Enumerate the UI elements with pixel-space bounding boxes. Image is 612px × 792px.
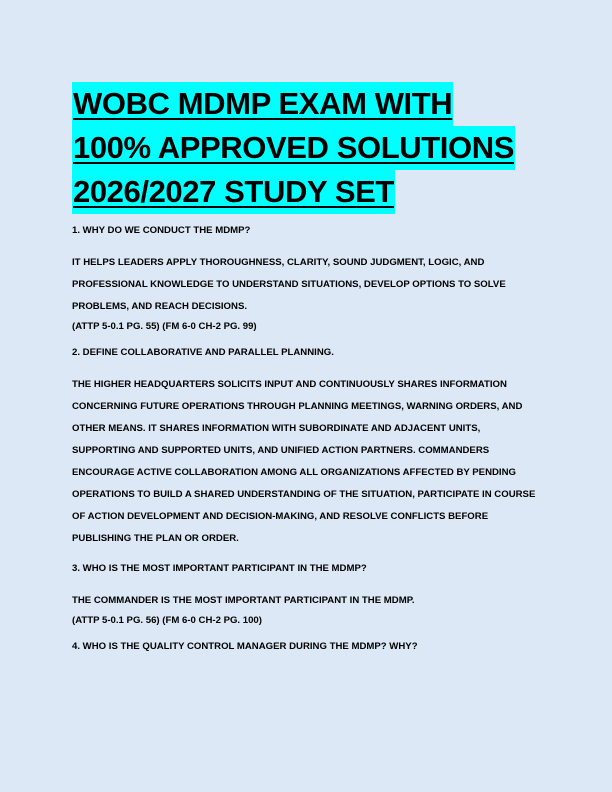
- document-title: [72, 82, 542, 214]
- answer-1: [72, 252, 542, 334]
- answer-3: [72, 590, 542, 628]
- answer-2: [72, 374, 542, 550]
- title-line-2: 100% APPROVED SOLUTIONS: [72, 126, 515, 170]
- title-line-3: 2026/2027 STUDY SET: [72, 170, 395, 214]
- question-3: 3. WHO IS THE MOST IMPORTANT PARTICIPANT IN THE MDMP?: [72, 563, 367, 574]
- answer-3-text: THE COMMANDER IS THE MOST IMPORTANT PARTICIPANT IN THE MDMP.: [72, 595, 415, 606]
- question-4: 4. WHO IS THE QUALITY CONTROL MANAGER DURING THE MDMP? WHY?: [72, 641, 418, 652]
- answer-2-text: THE HIGHER HEADQUARTERS SOLICITS INPUT AND CONTINUOUSLY SHARES INFORMATION CONCERNING FUTURE OPERATIONS THROUGH PLANNING MEETINGS, WARNING ORDERS, AND OTHER MEANS. IT SHARES INFORMATION WITH SUBORDINATE AND ADJACENT UNITS, SUPPORTING AND SUPPORTED UNITS, AND UNIFIED ACTION PARTNERS. COMMANDERS ENCOURAGE ACTIVE COLLABORATION AMONG ALL ORGANIZATIONS AFFECTED BY PENDING OPERATIONS TO BUILD A SHARED UNDERSTANDING OF THE SITUATION, PARTICIPATE IN COURSE OF ACTION DEVELOPMENT AND DECISION-MAKING, AND RESOLVE CONFLICTS BEFORE PUBLISHING THE PLAN OR ORDER.: [72, 379, 536, 544]
- question-2: 2. DEFINE COLLABORATIVE AND PARALLEL PLANNING.: [72, 347, 334, 358]
- answer-1-reference: (ATTP 5-0.1 PG. 55) (FM 6-0 CH-2 PG. 99): [72, 321, 257, 332]
- question-1: 1. WHY DO WE CONDUCT THE MDMP?: [72, 225, 251, 236]
- answer-1-text: IT HELPS LEADERS APPLY THOROUGHNESS, CLARITY, SOUND JUDGMENT, LOGIC, AND PROFESSIONAL KNOWLEDGE TO UNDERSTAND SITUATIONS, DEVELOP OPTIONS TO SOLVE PROBLEMS, AND REACH DECISIONS.: [72, 257, 506, 312]
- answer-3-reference: (ATTP 5-0.1 PG. 56) (FM 6-0 CH-2 PG. 100): [72, 615, 262, 626]
- title-line-1: WOBC MDMP EXAM WITH: [72, 82, 453, 126]
